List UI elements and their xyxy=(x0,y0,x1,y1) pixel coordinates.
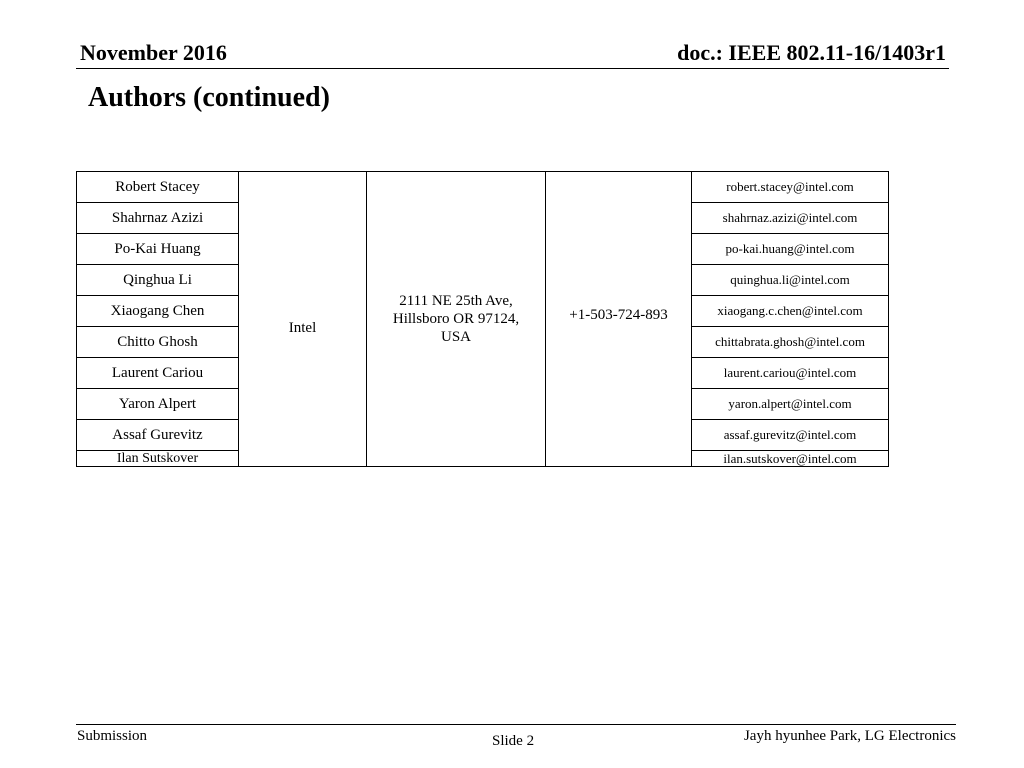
phone-cell: +1-503-724-893 xyxy=(546,172,692,467)
header-rule xyxy=(76,68,949,69)
footer-author: Jayh hyunhee Park, LG Electronics xyxy=(743,728,956,744)
author-name: Ilan Sutskover xyxy=(77,451,239,467)
author-name: Laurent Cariou xyxy=(77,358,239,389)
address-cell: 2111 NE 25th Ave, Hillsboro OR 97124, USA xyxy=(367,172,546,467)
author-email: xiaogang.c.chen@intel.com xyxy=(692,296,889,327)
author-name: Shahrnaz Azizi xyxy=(77,203,239,234)
author-email: laurent.cariou@intel.com xyxy=(692,358,889,389)
author-email: robert.stacey@intel.com xyxy=(692,172,889,203)
author-email: ilan.sutskover@intel.com xyxy=(692,451,889,467)
company-cell: Intel xyxy=(239,172,367,467)
author-name: Robert Stacey xyxy=(77,172,239,203)
footer-submission: Submission xyxy=(77,728,148,744)
author-email: yaron.alpert@intel.com xyxy=(692,389,889,420)
slide-title: Authors (continued) xyxy=(88,82,330,113)
author-email: assaf.gurevitz@intel.com xyxy=(692,420,889,451)
author-email: chittabrata.ghosh@intel.com xyxy=(692,327,889,358)
authors-table xyxy=(76,171,889,467)
author-email: shahrnaz.azizi@intel.com xyxy=(692,203,889,234)
author-name: Yaron Alpert xyxy=(77,389,239,420)
author-name: Xiaogang Chen xyxy=(77,296,239,327)
author-name: Po-Kai Huang xyxy=(77,234,239,265)
author-name: Qinghua Li xyxy=(77,265,239,296)
author-name: Assaf Gurevitz xyxy=(77,420,239,451)
footer-rule xyxy=(76,724,956,725)
author-name: Chitto Ghosh xyxy=(77,327,239,358)
author-email: quinghua.li@intel.com xyxy=(692,265,889,296)
header-doc-id: doc.: IEEE 802.11-16/1403r1 xyxy=(677,40,946,65)
author-email: po-kai.huang@intel.com xyxy=(692,234,889,265)
header-date: November 2016 xyxy=(80,40,227,65)
footer-slide-number: Slide 2 xyxy=(492,733,535,749)
table-row xyxy=(77,172,889,203)
